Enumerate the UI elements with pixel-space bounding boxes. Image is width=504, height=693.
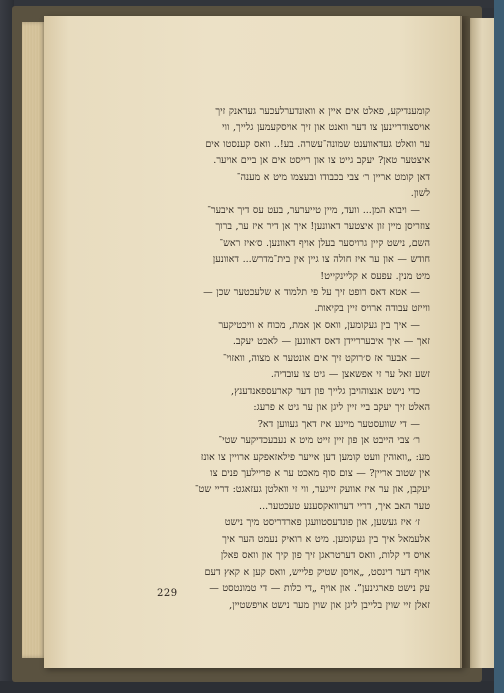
text-line: קומענדיקע, פאלט אים איין א וואונדערלעכער געדאנק זיך (215, 106, 430, 117)
text-line: ווייזט עבודה ארויס זיין בקיאות. (314, 303, 430, 315)
scanner-background-bottom (0, 681, 504, 693)
text-line: יעקבן, און ער איז אוועק זייגער, ווי זי וואלטן געזאגט: דריי שט־ (194, 484, 430, 496)
page-body-text (118, 104, 430, 614)
text-line: חודש — און ער איז חולה צו גיין אין בית־מדרש... דאוונען (212, 254, 430, 266)
text-line: ר׳ צבי הייבט אן פון זיין זייט מיט א נעבעכדיקער שטי־ (218, 435, 420, 447)
text-line: השם, נישט קיין גרויסער בעלן אויף דאוונען. ס׳איז ראש־ (219, 237, 430, 249)
text-line: אויס די קלות, וואס דערטראגן זיך פון קיך און וואס פאלן (220, 550, 430, 562)
text-line: אויסצודריינען צו דער וואנט און זיך אויסקעמען גלייך, ווי (222, 122, 430, 134)
text-line: אלעמאל איך בין געקומען. מיט א רואיק נעמט הער איך (222, 533, 430, 545)
gutter-shadow (460, 16, 472, 668)
text-line: דאן קומט אריין ר׳ צבי בכבודו ובעצמו מיט א מענה־ (236, 171, 430, 183)
text-line: זאלן זיי שוין בלייבן ליגן און שוין מער נישט אויפשטיין, (229, 599, 430, 611)
page-edges (22, 22, 46, 658)
text-line: עק נישט פארגינען”. און אויף „די כלות — די טמונטסט — (209, 583, 430, 595)
text-line: — איך בין געקומען, וואס אן אמת, מכוח א וויכטיקער (218, 319, 420, 331)
page-number: 229 (157, 588, 178, 599)
text-line: כדי נישט אנצוהויבן גלייך פון דער קארעספאנדענץ, (231, 385, 420, 397)
text-line: אין שטוב אריין? — צום סוף מאכט ער א פריילעך פנים צו (210, 467, 430, 479)
text-line: — ויבוא המן... וועד, מיין טייערער, בעט עס דיך איבער־ (207, 204, 420, 216)
text-line: איצטער טאן? יעקב גייט צו און רייסט אים אן ביים אויער. (213, 155, 430, 167)
text-line: לשון. (410, 188, 430, 200)
text-line: — די שוועסטער מיינע איז דאך געווען דא? (257, 418, 420, 430)
facing-cover (494, 0, 504, 693)
text-line: — אטא דאס רופט זיך על פי תלמוד א שלעכטער שכן — (203, 286, 420, 298)
text-line: זאך — איך איבערריידן דאס דאוונען — לאכט יעקב. (232, 336, 430, 348)
text-line: מע: „וואוהין וועט קומען דען אייער פילאזאפקע ארויין צו אונז (200, 451, 430, 463)
text-line: האלט זיך יעקב ביי זיין ליגן און ער גיט א פרעג: (253, 402, 430, 414)
text-line: טער האב איך, דריי דערוואקסענע טעכטער... (259, 500, 430, 512)
text-line: מיט מנין. עפעס א קליינקייט! (320, 270, 430, 282)
text-line: ז׳ איז געשען, און פונדעסטוועגן פארדריסט מיך נישט (224, 517, 420, 529)
text-line: — אבער אז ס׳רוקט זיך אים אונטער א מצוה, וואזוי־ (222, 352, 420, 364)
text-line: זשע זאל ער זי אפשאצן — גיט צו עובדיה. (270, 369, 430, 381)
text-line: ער וואלט געדאווענט שמונה־עשרה. בע!.. וואס קענסטו אים (205, 138, 430, 150)
text-line: צוזריסן מיין זון איצטער דאוונען! איך אן דיר איז ער, ברוך (215, 221, 430, 233)
text-line: אויף דער דינסט, „אויסן שטיק פלייש, וואס קען א קאץ דעם (204, 566, 430, 578)
